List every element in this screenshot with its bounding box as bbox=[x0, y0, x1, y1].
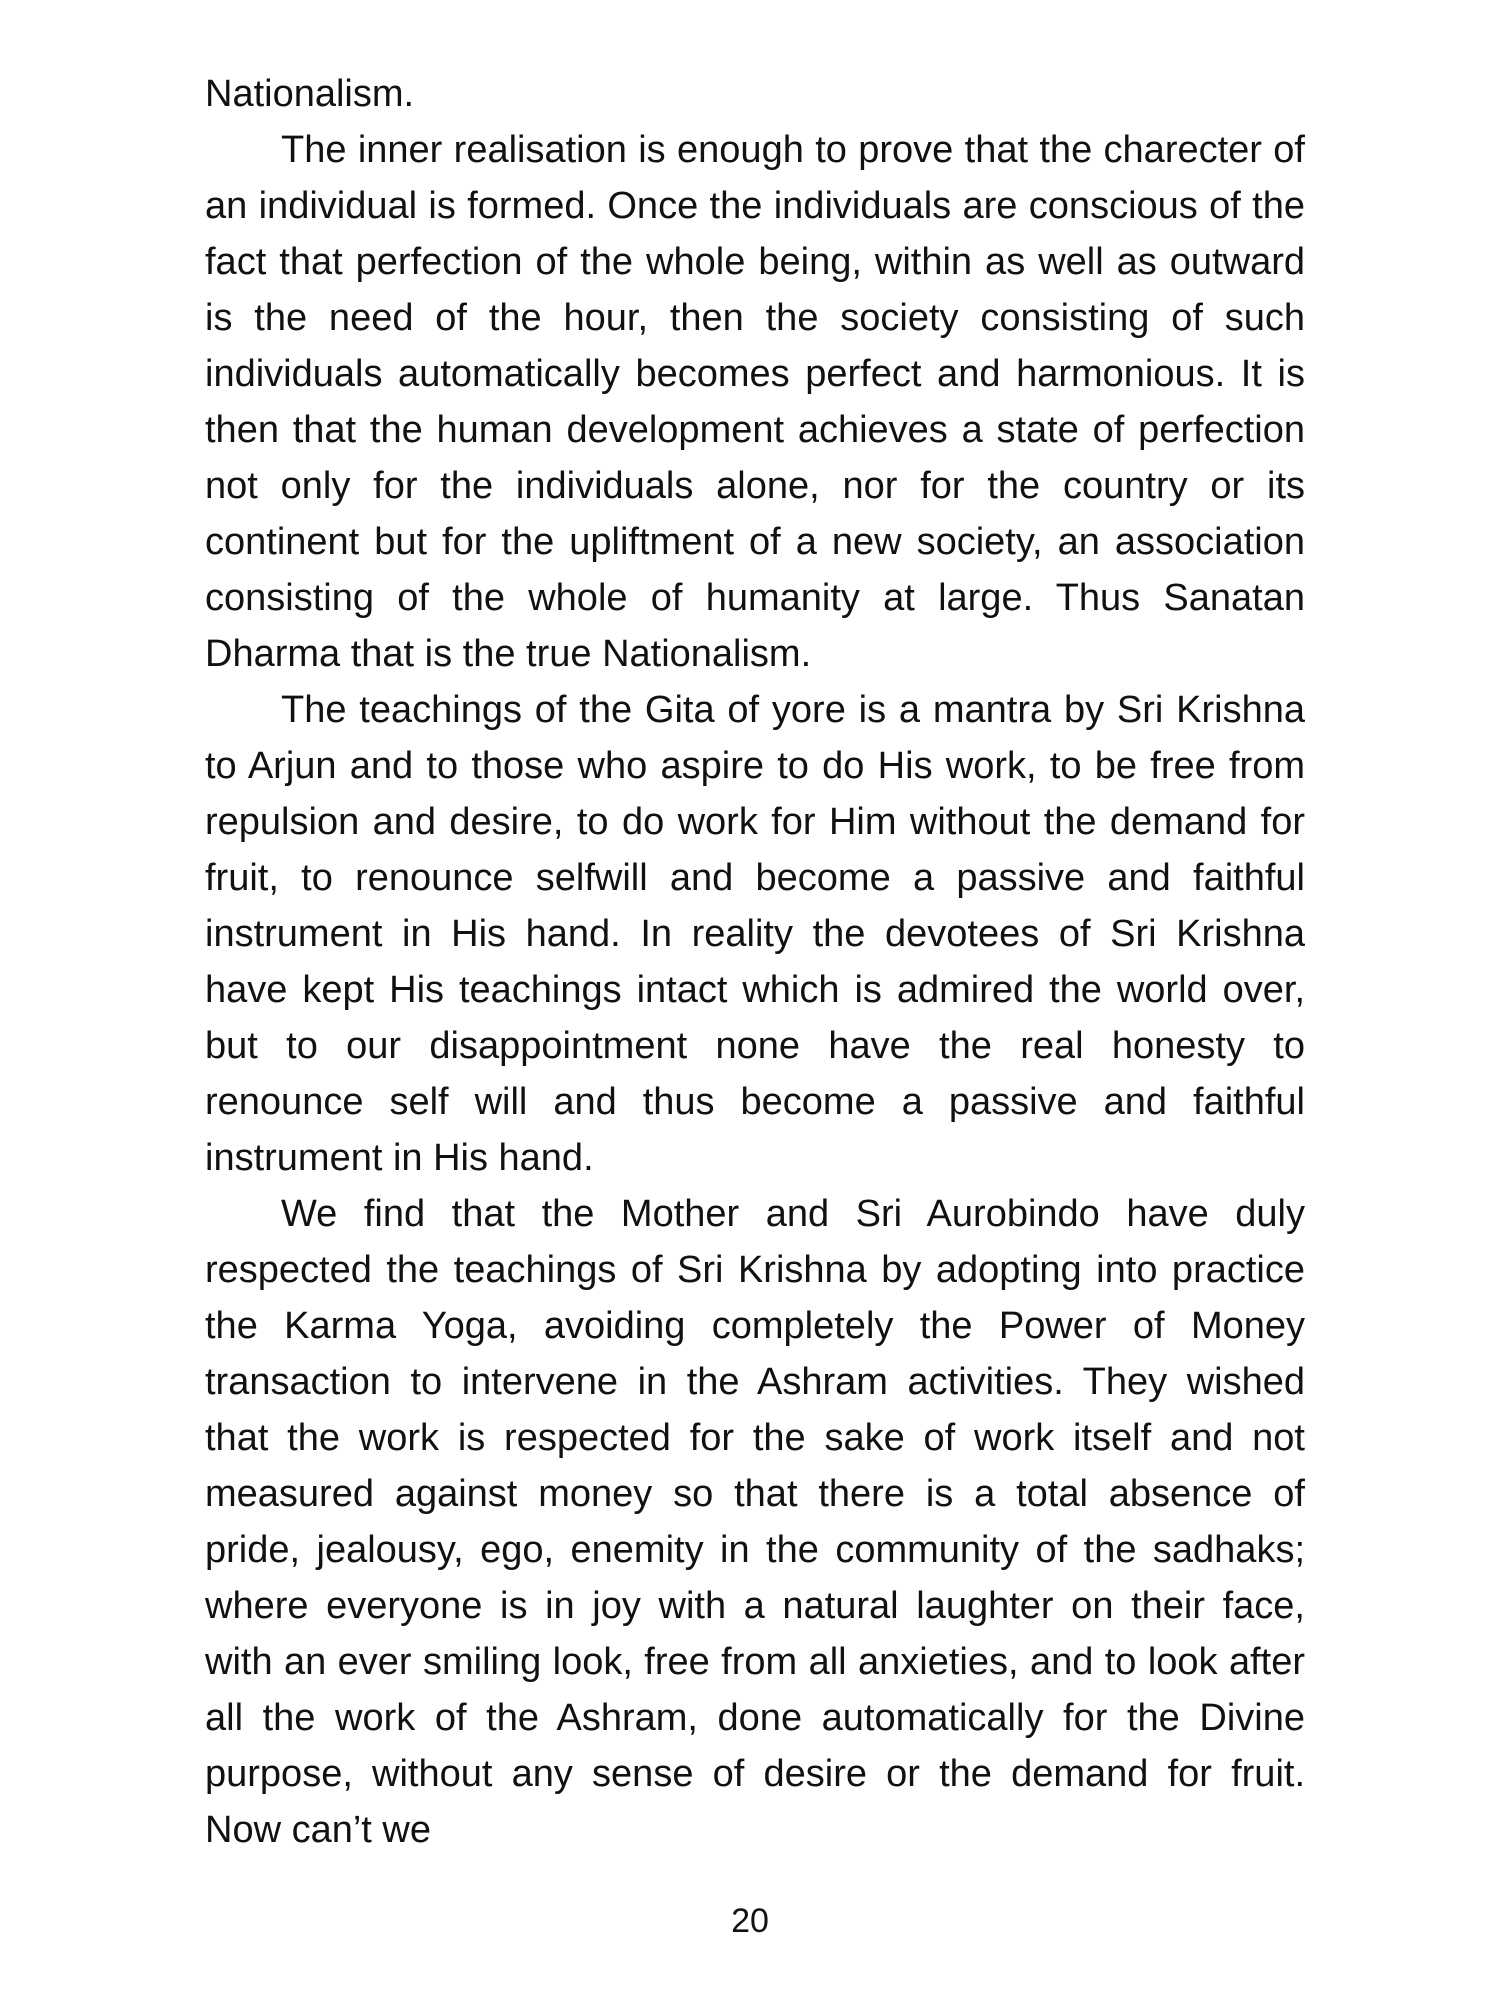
body-text bbox=[205, 66, 1305, 1858]
paragraph-continuation: Nationalism. bbox=[205, 73, 415, 115]
paragraph-mother-aurobindo: We find that the Mother and Sri Aurobindo have duly respected the teachings of Sri Krishna by adopting into practice the Karma Yoga, avoiding completely the Power of Money transaction to intervene in the Ashram activities. They wished that the work is respected for the sake of work itself and not measured against money so that there is a total absence of pride, jealousy, ego, enemity in the community of the sadhaks; where everyone is in joy with a natural laughter on their face, with an ever smiling look, free from all anxieties, and to look after all the work of the Ashram, done automatically for the Divine purpose, without any sense of desire or the demand for fruit. Now can’t we bbox=[205, 1193, 1305, 1851]
page-number: 20 bbox=[731, 1902, 769, 1940]
paragraph-inner-realisation: The inner realisation is enough to prove that the charecter of an individual is formed. Once the individuals are conscious of the fact that perfection of the whole being, within as well as outward is the need of the hour, then the society consisting of such individuals automatically becomes perfect and harmonious. It is then that the human development achieves a state of perfection not only for the individuals alone, nor for the country or its continent but for the upliftment of a new society, an association consisting of the whole of humanity at large. Thus Sanatan Dharma that is the true Nationalism. bbox=[205, 129, 1305, 675]
paragraph-gita-teachings: The teachings of the Gita of yore is a mantra by Sri Krishna to Arjun and to those who aspire to do His work, to be free from repulsion and desire, to do work for Him without the demand for fruit, to renounce selfwill and become a passive and faithful instrument in His hand. In reality the devotees of Sri Krishna have kept His teachings intact which is admired the world over, but to our disappointment none have the real honesty to renounce self will and thus become a passive and faithful instrument in His hand. bbox=[205, 689, 1305, 1179]
